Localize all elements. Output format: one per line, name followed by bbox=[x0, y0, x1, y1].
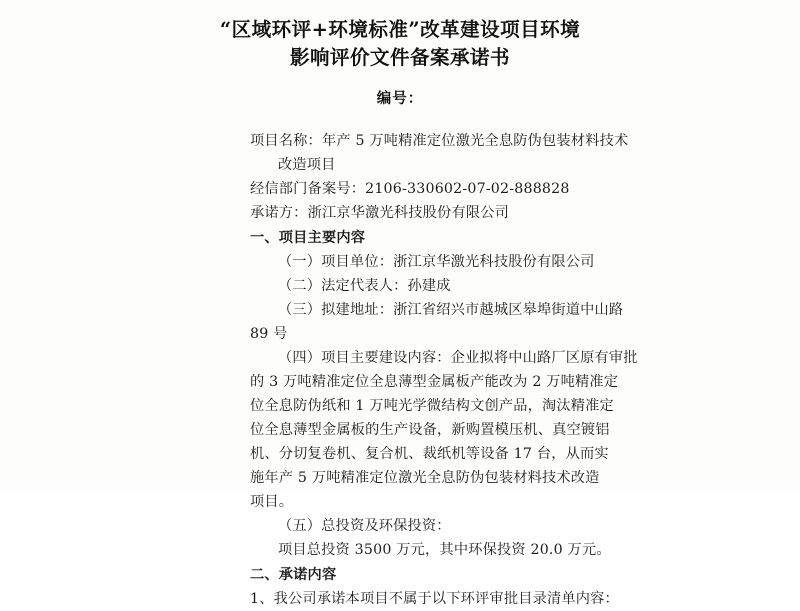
field-project-name-value: 年产 5 万吨精准定位激光全息防伪包装材料技术 bbox=[321, 132, 629, 149]
section-1-item-4-line-3: 位全息防伪纸和 1 万吨光学微结构文创产品，淘汰精准定 bbox=[250, 397, 614, 414]
section-1-item-5: （五）总投资及环保投资： bbox=[278, 517, 451, 534]
page-title-line-2: 影响评价文件备案承诺书 bbox=[289, 46, 510, 70]
section-1-item-1: （一）项目单位：浙江京华激光科技股份有限公司 bbox=[278, 253, 595, 270]
section-1-heading: 一、项目主要内容 bbox=[250, 229, 366, 246]
section-1-item-4-line-5: 机、分切复卷机、复合机、裁纸机等设备 17 台，从而实 bbox=[250, 445, 609, 462]
field-project-name-cont: 改造项目 bbox=[278, 156, 336, 173]
section-1-item-3-cont: 89 号 bbox=[250, 325, 288, 342]
page-title-line-1: “区域环评+环境标准”改革建设项目环境 bbox=[219, 18, 581, 41]
field-promisor bbox=[250, 202, 730, 225]
document-body bbox=[60, 130, 740, 611]
document-code-label: 编号： bbox=[376, 89, 424, 107]
section-1-item-4-line-7: 项目。 bbox=[250, 493, 294, 510]
field-project-name-label: 项目名称： bbox=[250, 132, 322, 149]
section-1-item-4-line-2: 的 3 万吨精准定位全息薄型金属板产能改为 2 万吨精准定 bbox=[250, 373, 619, 390]
section-1-item-4-line-6: 施年产 5 万吨精准定位激光全息防伪包装材料技术改造 bbox=[250, 469, 600, 486]
section-1-item-5-detail: 项目总投资 3500 万元，其中环保投资 20.0 万元。 bbox=[278, 541, 611, 558]
section-1-item-2: （二）法定代表人：孙建成 bbox=[278, 277, 451, 294]
section-1-item-4-line-4: 位全息薄型金属板的生产设备，新购置模压机、真空镀铝 bbox=[250, 421, 610, 438]
field-record-number-label: 经信部门备案号： bbox=[250, 180, 366, 197]
field-promisor-value: 浙江京华激光科技股份有限公司 bbox=[307, 204, 509, 221]
field-record-number bbox=[250, 178, 730, 201]
section-2-item-1: 1、我公司承诺本项目不属于以下环评审批目录清单内容： bbox=[250, 590, 619, 607]
field-project-name bbox=[250, 130, 730, 153]
page-title bbox=[130, 16, 670, 73]
section-2-heading: 二、承诺内容 bbox=[250, 566, 337, 583]
section-1-item-4: （四）项目主要建设内容：企业拟将中山路厂区原有审批 bbox=[278, 349, 638, 366]
section-1-item-3: （三）拟建地址：浙江省绍兴市越城区皋埠街道中山路 bbox=[278, 301, 624, 318]
field-record-number-value: 2106-330602-07-02-888828 bbox=[365, 180, 570, 197]
field-promisor-label: 承诺方： bbox=[250, 204, 308, 221]
